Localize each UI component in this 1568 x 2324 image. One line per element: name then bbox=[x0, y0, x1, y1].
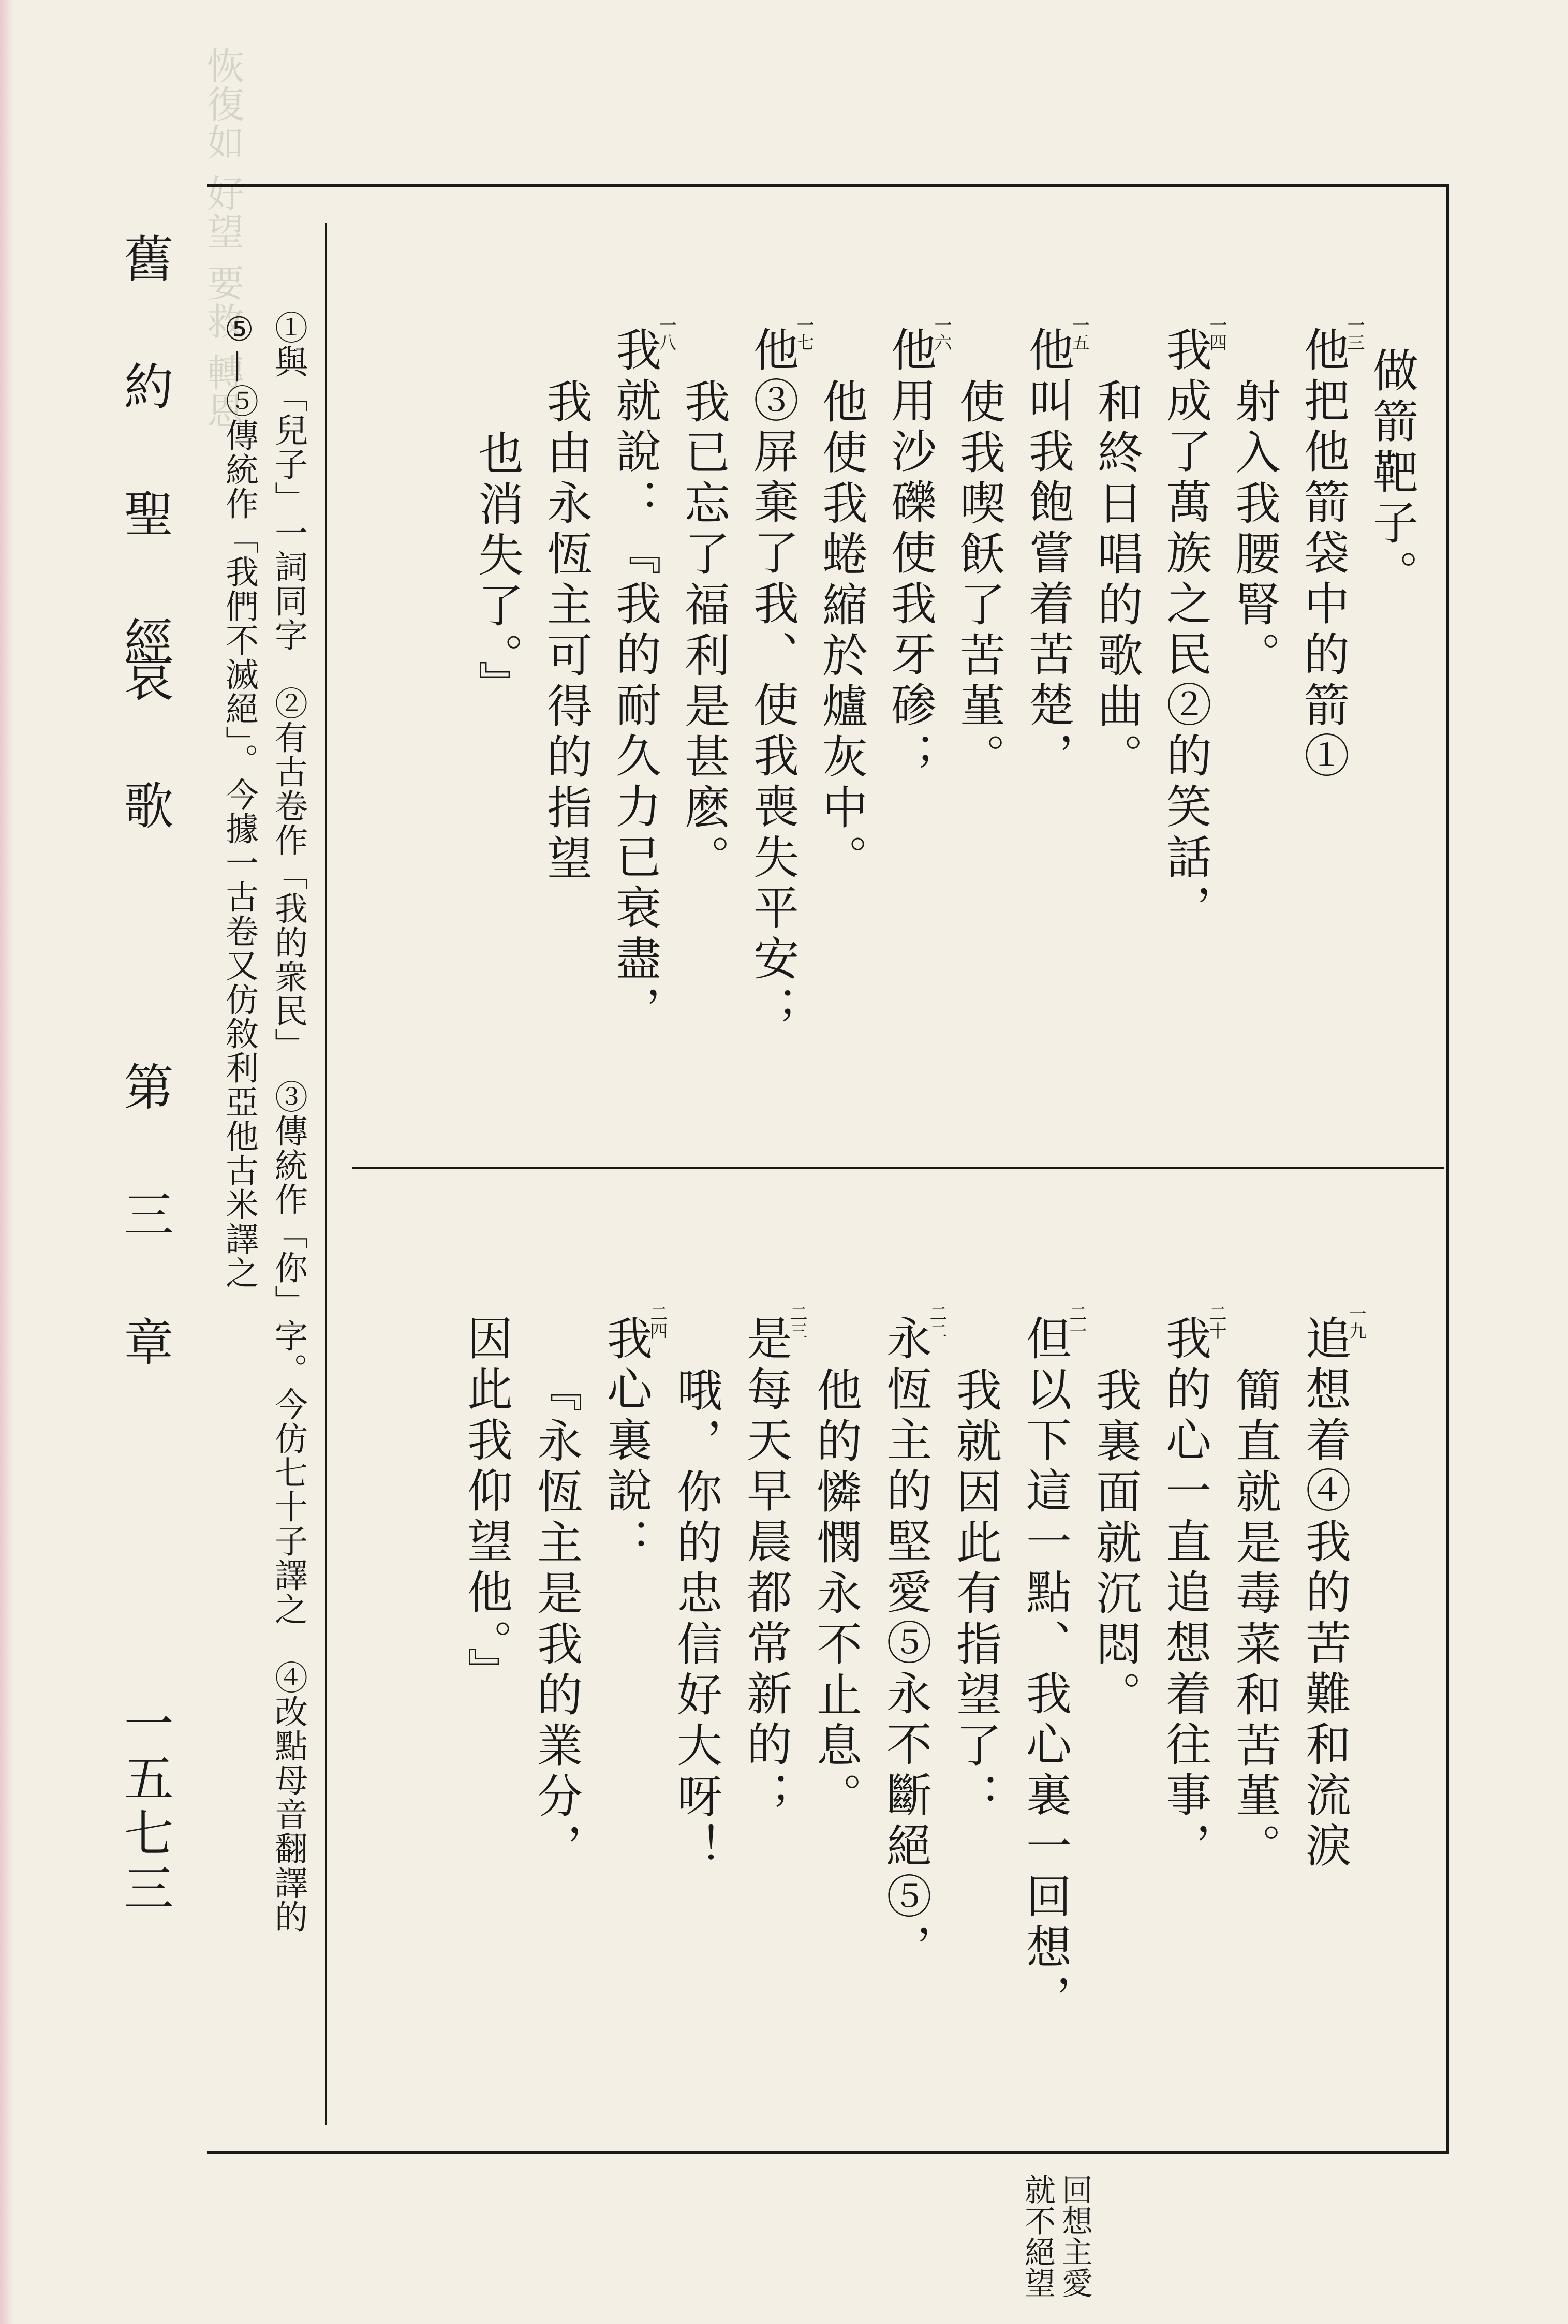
verse-number: 二二 bbox=[926, 1304, 947, 1340]
verse-line: 我由永恆主可得的指望 bbox=[540, 378, 593, 885]
verse-number: 一三 bbox=[1344, 316, 1365, 351]
page-edge bbox=[0, 0, 13, 2324]
verse-line: 是每天早晨都常新的； bbox=[739, 1315, 793, 1822]
half-page-divider bbox=[352, 1167, 1444, 1169]
verse-line: 哦，你的忠信好大呀！ bbox=[670, 1366, 723, 1874]
margin-note-line: 就不絕望 bbox=[1019, 2174, 1056, 2298]
footnote-line: ⑤—⑤傳統作「我們不滅絕」。今據一古卷又仿敘利亞他古米譯之 bbox=[220, 311, 258, 1290]
verse-number: 一五 bbox=[1069, 316, 1089, 351]
verse-number: 二四 bbox=[647, 1304, 668, 1340]
verse-number: 一八 bbox=[656, 316, 676, 351]
verse-line: 我成了萬族之民②的笑話， bbox=[1159, 326, 1212, 935]
verse-line: 追想着④我的苦難和流淚 bbox=[1298, 1315, 1352, 1873]
bleed-through-text: 恢復如 好望 要救 轉恩 bbox=[201, 47, 244, 430]
verse-number: 一九 bbox=[1345, 1304, 1366, 1340]
page-number: 一五七三 bbox=[116, 1698, 174, 1917]
verse-line: 他的憐憫永不止息。 bbox=[809, 1366, 863, 1823]
verse-number: 二三 bbox=[787, 1304, 807, 1340]
verse-line: 但以下這一點、我心裏一回想， bbox=[1019, 1315, 1072, 2025]
verse-line: 射入我腰腎。 bbox=[1228, 378, 1281, 682]
verse-number: 一六 bbox=[931, 316, 952, 351]
verse-line: 因此我仰望他。』 bbox=[460, 1315, 513, 1698]
verse-line: 他使我蜷縮於爐灰中。 bbox=[815, 378, 868, 885]
verse-line: 簡直就是毒菜和苦堇。 bbox=[1229, 1366, 1282, 1874]
verse-line: 我就因此有指望了： bbox=[949, 1366, 1002, 1823]
verse-line: 他③屏棄了我、使我喪失平安； bbox=[746, 326, 800, 1036]
verse-line: 使我喫飫了苦堇。 bbox=[953, 378, 1006, 784]
verse-line: 『永恆主是我的業分， bbox=[530, 1366, 583, 1874]
verse-line: 永恆主的堅愛⑤永不斷絕⑤， bbox=[879, 1315, 933, 1974]
footnote-divider bbox=[325, 223, 327, 2125]
verse-line: 他叫我飽嘗着苦楚， bbox=[1022, 326, 1075, 783]
verse-line: 我已忘了福利是甚麽。 bbox=[677, 378, 731, 885]
book-title: 舊 約 聖 經 bbox=[116, 233, 174, 697]
verse-line: 他用沙礫使我牙碜； bbox=[884, 326, 937, 783]
verse-line: 我心裏說： bbox=[600, 1315, 653, 1568]
verse-line: 做箭靶子。 bbox=[1366, 347, 1419, 600]
verse-number: 二十 bbox=[1206, 1304, 1226, 1340]
margin-note-line: 回想主愛 bbox=[1057, 2174, 1093, 2298]
margin-note bbox=[1009, 2174, 1092, 2298]
verse-line: 我裏面就沉悶。 bbox=[1089, 1366, 1142, 1722]
verse-line: 我的心一直追想着往事， bbox=[1159, 1315, 1212, 1873]
verse-number: 一四 bbox=[1206, 316, 1227, 351]
footnote-line: ①與「兒子」一詞同字 ②有古卷作「我的衆民」 ③傳統作「你」字。今仿七十子譯之 ④改點母音翻譯的 bbox=[269, 311, 307, 1934]
verse-number: 一七 bbox=[793, 316, 814, 351]
verse-number: 二一 bbox=[1066, 1304, 1087, 1340]
verse-line: 他把他箭袋中的箭① bbox=[1297, 326, 1350, 783]
section-title: 哀 歌 bbox=[116, 652, 174, 861]
verse-line: 我就說：『我的耐久力已衰盡， bbox=[609, 326, 662, 1036]
verse-line: 和終日唱的歌曲。 bbox=[1090, 378, 1144, 784]
verse-line: 也消失了。』 bbox=[471, 430, 524, 711]
chapter-title: 第 三 章 bbox=[116, 1061, 174, 1398]
